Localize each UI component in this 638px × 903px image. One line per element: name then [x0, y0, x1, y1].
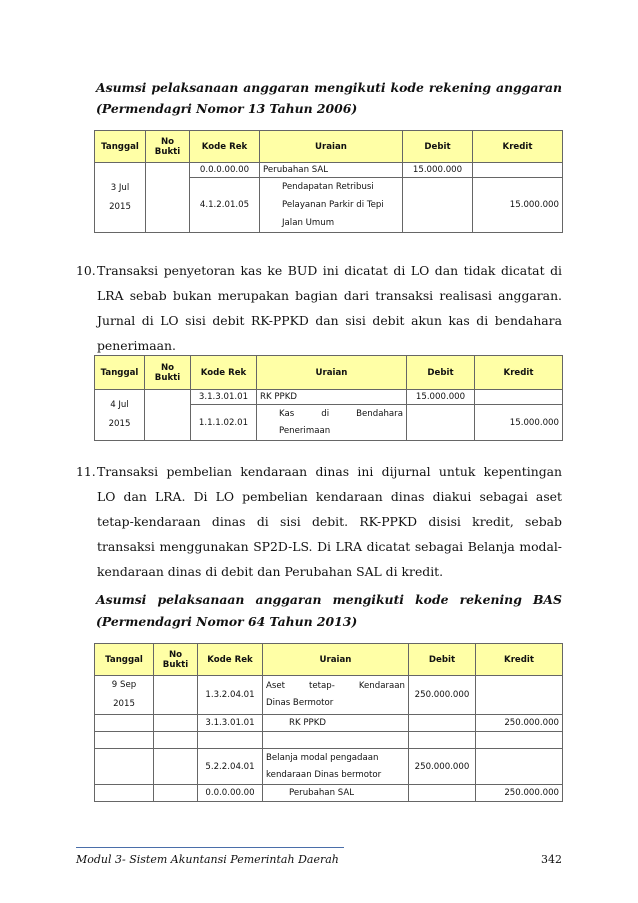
header-kredit: Kredit	[475, 356, 563, 390]
table-row	[95, 163, 563, 178]
uraian-cell: Perubahan SAL	[260, 163, 403, 178]
header-kode-rek: Kode Rek	[198, 644, 263, 676]
kode-rek-cell: 0.0.0.00.00	[198, 785, 263, 802]
kode-rek-cell	[198, 732, 263, 749]
kode-rek-cell: 5.2.2.04.01	[198, 749, 263, 785]
header-kode-rek: Kode Rek	[191, 356, 257, 390]
header-uraian: Uraian	[260, 131, 403, 163]
journal-table-4-jul	[94, 355, 563, 441]
debit-cell	[403, 178, 473, 233]
no-bukti-cell	[154, 715, 198, 732]
paragraph-line: Transaksi penyetoran kas ke BUD ini dicatat di LO dan tidak dicatat di	[97, 263, 562, 278]
section-heading-64-2013-line1: Asumsi pelaksanaan anggaran mengikuti kode rekening BAS	[96, 592, 562, 607]
date-year: 2015	[113, 699, 135, 709]
debit-cell	[407, 405, 475, 441]
header-debit: Debit	[407, 356, 475, 390]
header-kode-rek: Kode Rek	[190, 131, 260, 163]
no-bukti-cell	[154, 785, 198, 802]
kode-rek-cell: 3.1.3.01.01	[191, 390, 257, 405]
section-heading-64-2013-line2: (Permendagri Nomor 64 Tahun 2013)	[96, 614, 358, 629]
debit-cell	[409, 715, 476, 732]
date-cell	[95, 732, 154, 749]
header-tanggal: Tanggal	[95, 356, 145, 390]
kredit-cell	[475, 390, 563, 405]
kode-rek-cell: 3.1.3.01.01	[198, 715, 263, 732]
date-cell	[95, 715, 154, 732]
paragraph-body	[97, 258, 562, 358]
no-bukti-cell	[154, 732, 198, 749]
header-no-bukti: No Bukti	[145, 356, 191, 390]
date-cell	[95, 785, 154, 802]
table-row	[95, 785, 563, 802]
uraian-cell: RK PPKD	[257, 390, 407, 405]
paragraph-line: Transaksi pembelian kendaraan dinas ini dijurnal untuk kepentingan	[97, 464, 562, 479]
table-header-row	[95, 644, 563, 676]
debit-cell: 250.000.000	[409, 749, 476, 785]
header-uraian: Uraian	[263, 644, 409, 676]
uraian-cell: Kas di Bendahara Penerimaan	[257, 405, 407, 441]
kode-rek-cell: 4.1.2.01.05	[190, 178, 260, 233]
uraian-cell: Belanja modal pengadaan kendaraan Dinas bermotor	[263, 749, 409, 785]
kredit-cell	[473, 163, 563, 178]
debit-cell	[409, 732, 476, 749]
paragraph-line: kendaraan dinas di debit dan Perubahan SAL di kredit.	[97, 564, 444, 579]
kode-rek-cell: 0.0.0.00.00	[190, 163, 260, 178]
table-row	[95, 715, 563, 732]
journal-table-3-jul	[94, 130, 563, 233]
debit-cell: 15.000.000	[403, 163, 473, 178]
debit-cell: 250.000.000	[409, 676, 476, 715]
header-no-bukti: No Bukti	[146, 131, 190, 163]
date-cell	[95, 676, 154, 715]
table-row	[95, 732, 563, 749]
header-no-bukti: No Bukti	[154, 644, 198, 676]
table-header-row	[95, 356, 563, 390]
table-row	[95, 749, 563, 785]
kode-rek-cell: 1.1.1.02.01	[191, 405, 257, 441]
kode-rek-cell: 1.3.2.04.01	[198, 676, 263, 715]
footer-rule	[76, 847, 344, 848]
header-uraian: Uraian	[257, 356, 407, 390]
kredit-cell: 250.000.000	[476, 715, 563, 732]
debit-cell: 15.000.000	[407, 390, 475, 405]
table-header-row	[95, 131, 563, 163]
paragraph-line: Jurnal di LO sisi debit RK-PPKD dan sisi debit akun kas di bendahara	[97, 313, 562, 328]
date-year: 2015	[108, 419, 131, 429]
no-bukti-cell	[154, 749, 198, 785]
uraian-cell: Aset tetap- Kendaraan Dinas Bermotor	[263, 676, 409, 715]
date-cell	[95, 163, 146, 233]
table-row	[95, 676, 563, 715]
paragraph-line: penerimaan.	[97, 338, 176, 353]
kredit-cell: 15.000.000	[473, 178, 563, 233]
uraian-cell: Pendapatan Retribusi Pelayanan Parkir di Tepi Jalan Umum	[260, 178, 403, 233]
header-kredit: Kredit	[476, 644, 563, 676]
kredit-cell: 15.000.000	[475, 405, 563, 441]
list-number: 11.	[76, 464, 96, 479]
kredit-cell: 250.000.000	[476, 785, 563, 802]
paragraph-line: transaksi menggunakan SP2D-LS. Di LRA dicatat sebagai Belanja modal-	[97, 539, 562, 554]
paragraph-line: LRA sebab bukan merupakan bagian dari transaksi realisasi anggaran.	[97, 288, 562, 303]
footer-module-title: Modul 3- Sistem Akuntansi Pemerintah Daerah	[76, 853, 339, 866]
no-bukti-cell	[145, 390, 191, 441]
uraian-cell	[263, 732, 409, 749]
header-tanggal: Tanggal	[95, 644, 154, 676]
no-bukti-cell	[154, 676, 198, 715]
journal-table-9-sep	[94, 643, 563, 802]
kredit-cell	[476, 676, 563, 715]
header-tanggal: Tanggal	[95, 131, 146, 163]
page-number: 342	[541, 853, 562, 866]
section-heading-13-2006-line2: (Permendagri Nomor 13 Tahun 2006)	[96, 101, 358, 116]
header-debit: Debit	[403, 131, 473, 163]
paragraph-line: tetap-kendaraan dinas di sisi debit. RK-PPKD disisi kredit, sebab	[97, 514, 562, 529]
paragraph-body	[97, 459, 562, 584]
date-cell	[95, 749, 154, 785]
paragraph-line: LO dan LRA. Di LO pembelian kendaraan dinas diakui sebagai aset	[97, 489, 562, 504]
section-heading-13-2006-line1: Asumsi pelaksanaan anggaran mengikuti kode rekening anggaran	[96, 80, 562, 95]
date-day: 3 Jul	[110, 182, 130, 193]
debit-cell	[409, 785, 476, 802]
kredit-cell	[476, 732, 563, 749]
no-bukti-cell	[146, 163, 190, 233]
list-number: 10.	[76, 263, 96, 278]
header-kredit: Kredit	[473, 131, 563, 163]
date-day: 4 Jul	[110, 400, 129, 410]
header-debit: Debit	[409, 644, 476, 676]
table-row	[95, 390, 563, 405]
kredit-cell	[476, 749, 563, 785]
uraian-cell: Perubahan SAL	[263, 785, 409, 802]
date-day: 9 Sep	[111, 680, 137, 690]
date-year: 2015	[109, 201, 131, 212]
uraian-cell: RK PPKD	[263, 715, 409, 732]
date-cell	[95, 390, 145, 441]
